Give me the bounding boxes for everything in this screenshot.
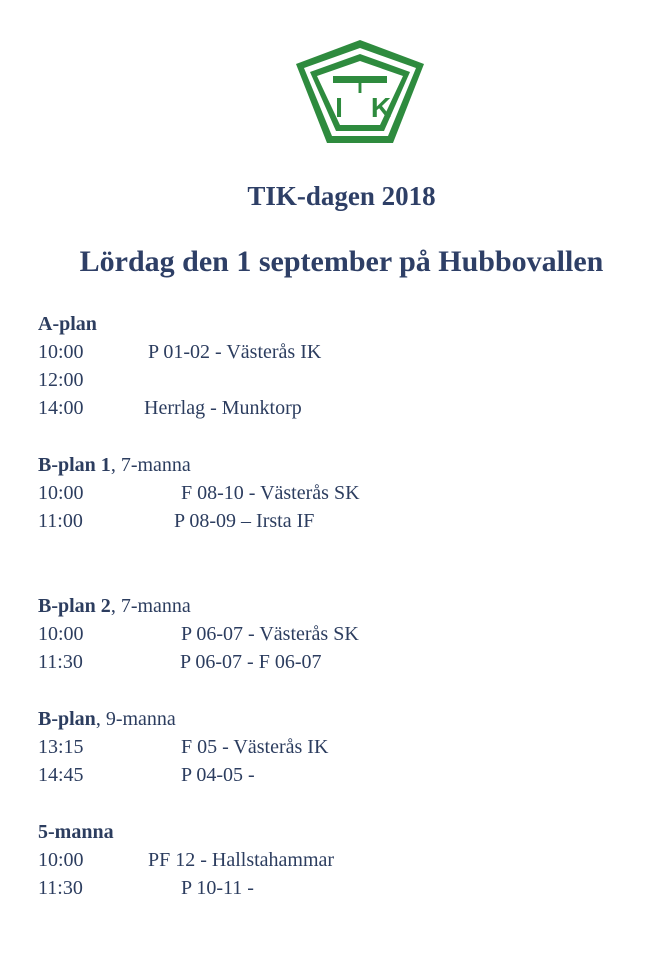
schedule-section-b-plan-9 [38,705,329,789]
page-subtitle: Lördag den 1 september på Hubbovallen [79,245,604,278]
match-teams: P 01-02 - Västerås IK [148,341,322,363]
match-teams: P 06-07 - F 06-07 [180,651,322,673]
section-heading-suffix: , 7-manna [110,454,191,476]
match-teams: P 10-11 - [181,877,254,899]
section-heading-name: A-plan [38,313,97,335]
schedule-section-a-plan [38,310,322,422]
match-teams: P 04-05 - [181,764,255,786]
section-heading-name: 5-manna [38,821,114,843]
section-heading-suffix: , 7-manna [110,595,191,617]
schedule-row [38,338,322,366]
match-time: 12:00 [38,369,84,391]
schedule-row [38,394,302,422]
schedule-row [38,874,254,902]
match-time: 10:00 [38,341,84,363]
match-time: 10:00 [38,623,84,645]
schedule-row [38,648,322,676]
schedule-row [38,761,255,789]
itk-logo-icon [291,37,429,147]
schedule-row [38,733,329,761]
logo-letter-i: I [335,92,343,123]
match-teams: P 08-09 – Irsta IF [174,510,315,532]
schedule-row [38,620,359,648]
schedule-row [38,846,335,874]
match-time: 11:00 [38,510,83,532]
section-heading-name: B-plan 1 [38,454,111,476]
match-time: 13:15 [38,736,84,758]
section-heading-name: B-plan [38,708,96,730]
schedule-row [38,479,360,507]
section-heading [38,818,114,846]
schedule-section-5-manna [38,818,335,902]
logo-letter-t: T [353,76,367,98]
match-time: 14:00 [38,397,84,419]
schedule-row [38,366,97,394]
match-teams: Herrlag - Munktorp [144,397,302,419]
schedule-row [38,507,315,535]
match-teams: P 06-07 - Västerås SK [181,623,359,645]
itk-logo [291,37,429,147]
match-time: 14:45 [38,764,84,786]
match-time: 11:30 [38,877,83,899]
match-time: 11:30 [38,651,83,673]
section-heading [38,451,191,479]
section-heading [38,310,97,338]
match-teams: F 08-10 - Västerås SK [181,482,360,504]
schedule-section-b-plan-2 [38,592,359,676]
section-heading-suffix: , 9-manna [95,708,176,730]
match-time: 10:00 [38,849,84,871]
section-heading-name: B-plan 2 [38,595,111,617]
schedule-section-b-plan-1 [38,451,360,535]
logo-letter-k: K [370,92,392,123]
section-heading [38,705,176,733]
match-teams: F 05 - Västerås IK [181,736,329,758]
section-heading [38,592,191,620]
match-time: 10:00 [38,482,84,504]
page-title: TIK-dagen 2018 [247,181,436,211]
match-teams: PF 12 - Hallstahammar [148,849,335,871]
